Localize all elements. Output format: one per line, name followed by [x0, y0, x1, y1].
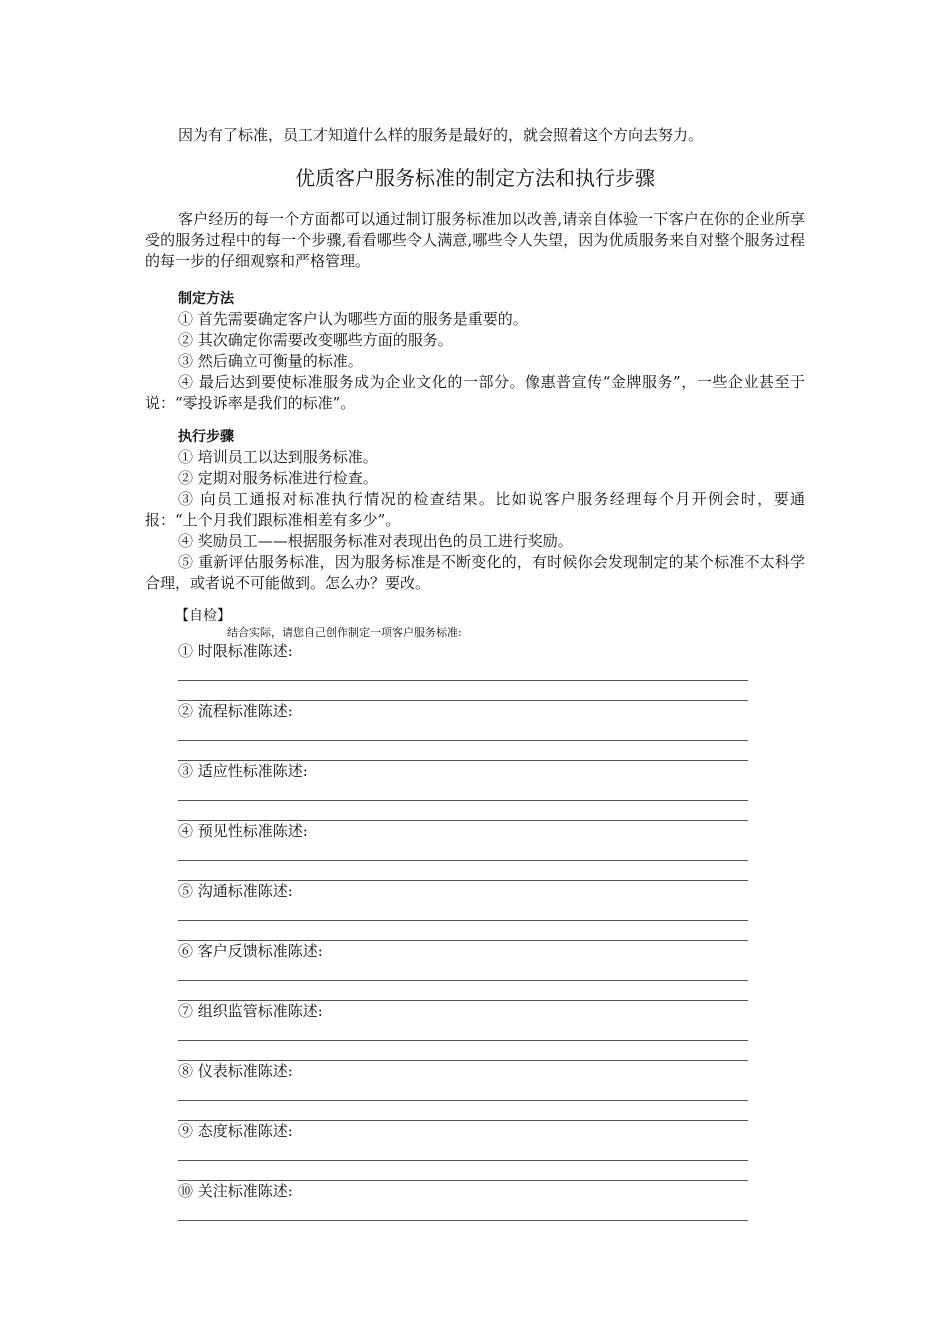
- fill-item-attitude: [145, 1121, 805, 1181]
- method-item: ① 首先需要确定客户认为哪些方面的服务是重要的。: [178, 310, 528, 328]
- answer-line[interactable]: [178, 961, 748, 981]
- method-item: ④ 最后达到要使标准服务成为企业文化的一部分。像惠普宣传“金牌服务”，一些企业甚至于说：“零投诉率是我们的标准”。: [145, 373, 805, 412]
- fill-item-process: [145, 701, 805, 761]
- fill-label: ② 流程标准陈述:: [178, 702, 293, 720]
- self-check-section: [145, 607, 805, 1221]
- step-item: ② 定期对服务标准进行检查。: [178, 469, 378, 487]
- answer-line[interactable]: [178, 801, 748, 821]
- answer-line[interactable]: [178, 661, 748, 681]
- fill-item-appearance: [145, 1061, 805, 1121]
- answer-line[interactable]: [178, 1101, 748, 1121]
- fill-label: ① 时限标准陈述:: [178, 642, 293, 660]
- self-check-intro: 结合实际，请您自己创作制定一项客户服务标准:: [227, 626, 462, 639]
- fill-label: ⑩ 关注标准陈述:: [178, 1182, 293, 1200]
- fill-label: ⑨ 态度标准陈述:: [178, 1122, 293, 1140]
- steps-heading: 执行步骤: [178, 429, 234, 445]
- page-title: 优质客户服务标准的制定方法和执行步骤: [295, 166, 655, 190]
- answer-line[interactable]: [178, 981, 748, 1001]
- fill-item-foresight: [145, 821, 805, 881]
- self-check-title: 【自检】: [175, 608, 231, 624]
- methods-section: [145, 289, 805, 414]
- fill-item-attention: [145, 1181, 805, 1221]
- intro-line: 因为有了标准，员工才知道什么样的服务是最好的，就会照着这个方向去努力。: [178, 126, 704, 144]
- fill-item-adaptability: [145, 761, 805, 821]
- fill-label: ④ 预见性标准陈述:: [178, 822, 308, 840]
- answer-line[interactable]: [178, 921, 748, 941]
- answer-line[interactable]: [178, 1081, 748, 1101]
- step-item: ⑤ 重新评估服务标准，因为服务标准是不断变化的，有时候你会发现制定的某个标准不太科学合理，或者说不可能做到。怎么办？要改。: [145, 553, 805, 592]
- method-item: ② 其次确定你需要改变哪些方面的服务。: [178, 331, 453, 349]
- fill-label: ⑤ 沟通标准陈述:: [178, 882, 293, 900]
- fill-label: ⑥ 客户反馈标准陈述:: [178, 942, 323, 960]
- fill-label: ③ 适应性标准陈述:: [178, 762, 308, 780]
- answer-line[interactable]: [178, 681, 748, 701]
- answer-line[interactable]: [178, 1021, 748, 1041]
- answer-line[interactable]: [178, 1201, 748, 1221]
- fill-item-time-limit: [145, 641, 805, 701]
- answer-line[interactable]: [178, 741, 748, 761]
- answer-line[interactable]: [178, 1041, 748, 1061]
- answer-line[interactable]: [178, 1141, 748, 1161]
- answer-line[interactable]: [178, 721, 748, 741]
- fill-label: ⑦ 组织监管标准陈述:: [178, 1002, 323, 1020]
- fill-label: ⑧ 仪表标准陈述:: [178, 1062, 293, 1080]
- answer-line[interactable]: [178, 1161, 748, 1181]
- answer-line[interactable]: [178, 841, 748, 861]
- fill-item-customer-feedback: [145, 941, 805, 1001]
- intro-paragraph: 客户经历的每一个方面都可以通过制订服务标准加以改善,请亲自体验一下客户在你的企业所享受的服务过程中的每一个步骤,看看哪些令人满意,哪些令人失望，因为优质服务来自对整个服务过程的每一步的仔细观察和严格管理。: [145, 210, 805, 270]
- step-item: ① 培训员工以达到服务标准。: [178, 448, 378, 466]
- answer-line[interactable]: [178, 781, 748, 801]
- fill-item-supervision: [145, 1001, 805, 1061]
- answer-line[interactable]: [178, 901, 748, 921]
- method-item: ③ 然后确立可衡量的标准。: [178, 352, 363, 370]
- answer-line[interactable]: [178, 861, 748, 881]
- step-item: ③ 向员工通报对标准执行情况的检查结果。比如说客户服务经理每个月开例会时，要通报：“上个月我们跟标准相差有多少”。: [145, 490, 805, 529]
- step-item: ④ 奖励员工——根据服务标准对表现出色的员工进行奖励。: [178, 532, 573, 550]
- methods-heading: 制定方法: [178, 291, 234, 307]
- steps-section: [145, 427, 805, 594]
- fill-item-communication: [145, 881, 805, 941]
